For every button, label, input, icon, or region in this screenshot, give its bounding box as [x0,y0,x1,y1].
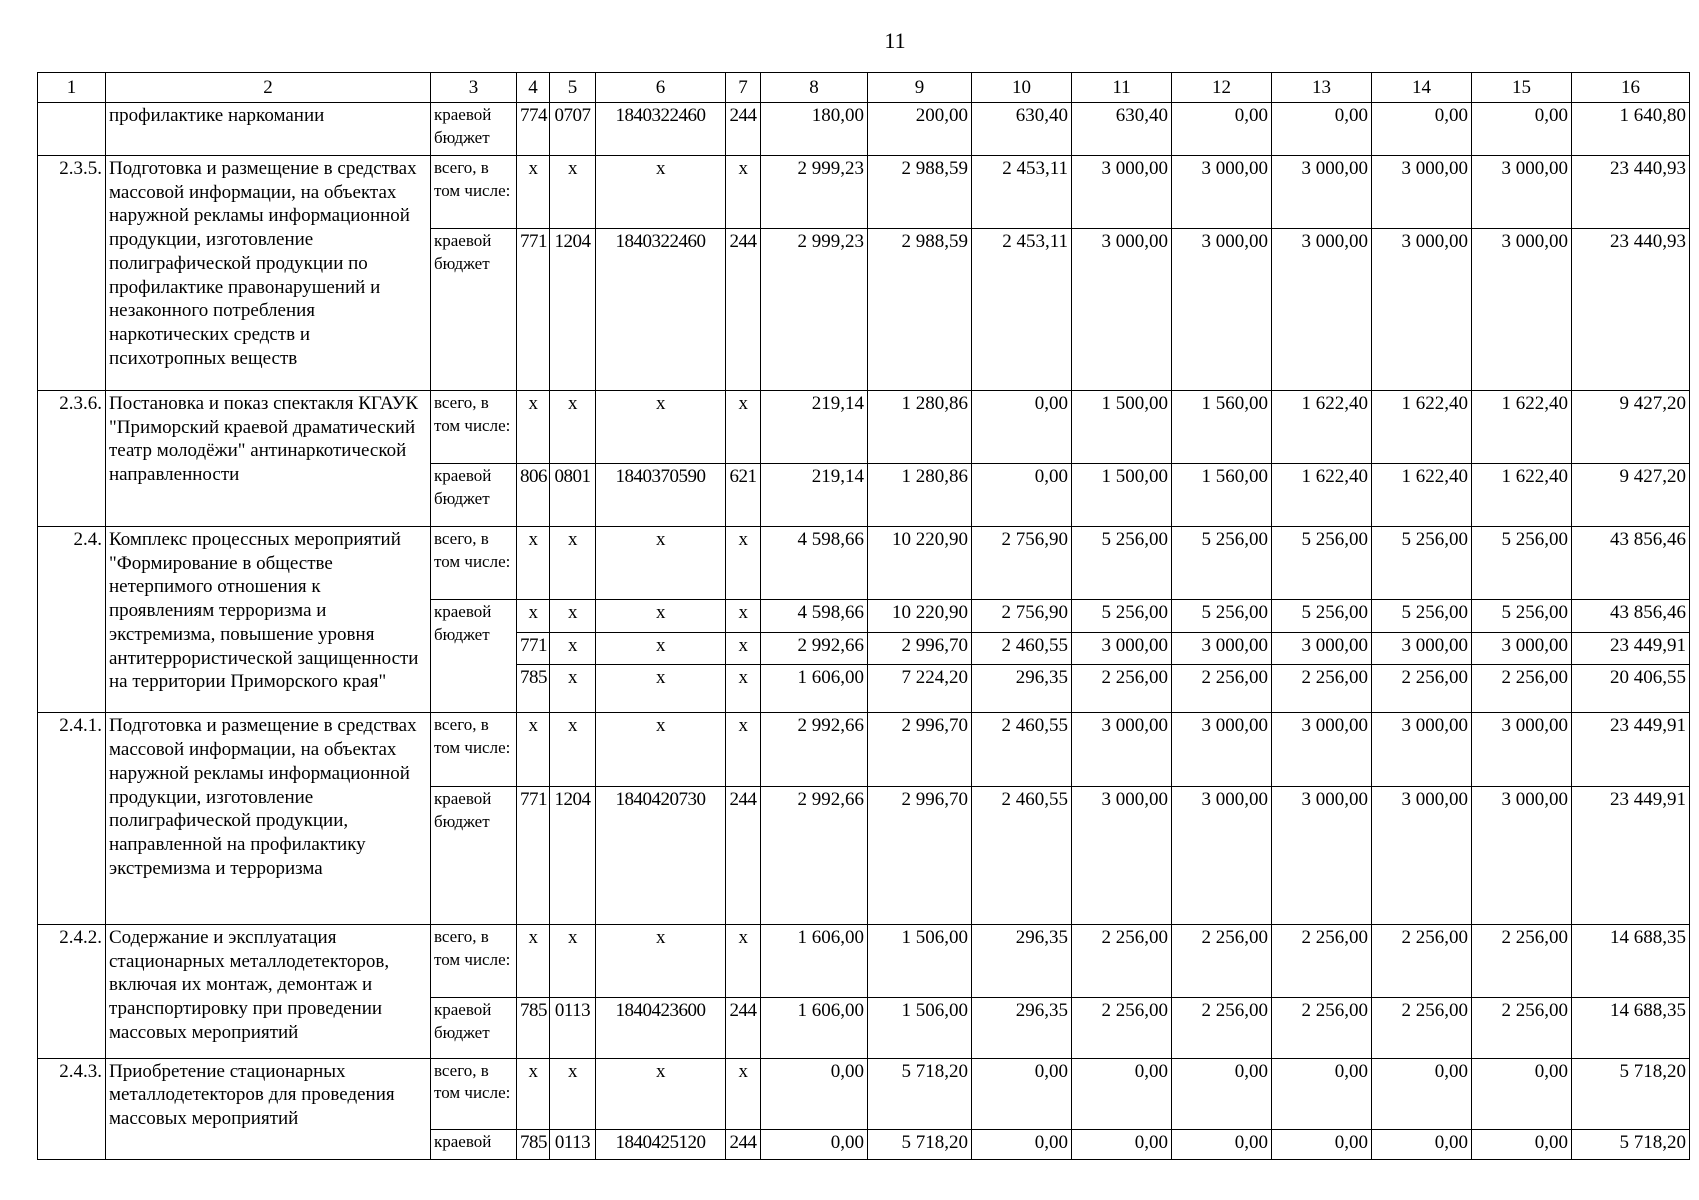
item-number-cell [38,103,106,156]
amount-cell: 2 256,00 [1372,664,1472,713]
amount-cell: 1 506,00 [868,998,972,1058]
amount-cell: 2 453,11 [972,155,1072,228]
table-body [38,73,1690,1160]
item-description-cell: Подготовка и размещение в средствах массовой информации, на объектах наружной рекламы информационной продукции, изготовление полиграфической продукции, направленной на профилактику экстремизма и терроризма [106,713,431,924]
page-number: 11 [884,28,906,53]
kbk-ministry-cell: 774 [517,103,550,156]
amount-cell: 1 622,40 [1272,464,1372,527]
kbk-ministry-cell: 771 [517,632,550,664]
kbk-ministry-cell: х [517,1058,550,1129]
amount-cell: 2 996,70 [868,713,972,786]
kbk-ministry-cell: 771 [517,786,550,924]
kbk-expense-type-cell: х [726,924,761,997]
column-header: 7 [726,73,761,103]
kbk-target-cell: 1840322460 [596,103,726,156]
kbk-expense-type-cell: х [726,664,761,713]
kbk-target-cell: х [596,664,726,713]
kbk-target-cell: х [596,924,726,997]
kbk-target-cell: х [596,600,726,632]
amount-cell: 14 688,35 [1572,998,1690,1058]
kbk-section-cell: 0707 [550,103,596,156]
table-row [38,924,1690,997]
amount-cell: 2 256,00 [1172,998,1272,1058]
kbk-ministry-cell: 785 [517,1129,550,1159]
amount-cell: 3 000,00 [1172,786,1272,924]
kbk-expense-type-cell: 621 [726,464,761,527]
amount-cell: 296,35 [972,924,1072,997]
amount-cell: 43 856,46 [1572,600,1690,632]
amount-cell: 0,00 [1172,103,1272,156]
amount-cell: 2 996,70 [868,786,972,924]
amount-cell: 5 256,00 [1072,526,1172,599]
column-header: 3 [431,73,517,103]
column-header: 10 [972,73,1072,103]
amount-cell: 0,00 [1372,103,1472,156]
kbk-ministry-cell: х [517,600,550,632]
column-header: 2 [106,73,431,103]
kbk-section-cell: 1204 [550,786,596,924]
table-row [38,103,1690,156]
kbk-target-cell: 1840420730 [596,786,726,924]
amount-cell: 180,00 [761,103,868,156]
amount-cell: 1 280,86 [868,464,972,527]
item-description-cell: Подготовка и размещение в средствах массовой информации, на объектах наружной рекламы информационной продукции, изготовление полиграфической продукции по профилактике правонарушений и незаконного потребления наркотических средств и психотропных веществ [106,155,431,390]
amount-cell: 3 000,00 [1072,229,1172,391]
kbk-target-cell: х [596,390,726,463]
amount-cell: 5 256,00 [1272,526,1372,599]
column-header: 11 [1072,73,1172,103]
amount-cell: 2 256,00 [1472,924,1572,997]
amount-cell: 43 856,46 [1572,526,1690,599]
amount-cell: 3 000,00 [1072,155,1172,228]
funding-source-cell: краевой бюджет [431,998,517,1058]
column-header: 6 [596,73,726,103]
kbk-expense-type-cell: х [726,713,761,786]
column-header: 1 [38,73,106,103]
amount-cell: 9 427,20 [1572,464,1690,527]
column-header: 12 [1172,73,1272,103]
amount-cell: 3 000,00 [1272,229,1372,391]
amount-cell: 0,00 [1172,1129,1272,1159]
amount-cell: 630,40 [1072,103,1172,156]
amount-cell: 630,40 [972,103,1072,156]
amount-cell: 20 406,55 [1572,664,1690,713]
amount-cell: 0,00 [1472,1058,1572,1129]
table-row [38,526,1690,599]
funding-source-cell: всего, в том числе: [431,526,517,599]
amount-cell: 1 622,40 [1372,390,1472,463]
amount-cell: 0,00 [1172,1058,1272,1129]
amount-cell: 2 992,66 [761,713,868,786]
amount-cell: 3 000,00 [1272,713,1372,786]
amount-cell: 23 449,91 [1572,632,1690,664]
amount-cell: 3 000,00 [1072,786,1172,924]
amount-cell: 296,35 [972,998,1072,1058]
amount-cell: 10 220,90 [868,600,972,632]
kbk-ministry-cell: 806 [517,464,550,527]
amount-cell: 5 256,00 [1372,526,1472,599]
funding-source-cell: краевой [431,1129,517,1159]
amount-cell: 2 256,00 [1072,998,1172,1058]
amount-cell: 5 256,00 [1372,600,1472,632]
amount-cell: 2 256,00 [1272,664,1372,713]
item-number-cell: 2.3.5. [38,155,106,390]
item-description-cell: Постановка и показ спектакля КГАУК "Приморский краевой драматический театр молодёжи" антинаркотической направленности [106,390,431,526]
amount-cell: 5 718,20 [868,1058,972,1129]
amount-cell: 23 440,93 [1572,155,1690,228]
funding-source-cell: краевой бюджет [431,600,517,713]
kbk-expense-type-cell: 244 [726,1129,761,1159]
column-header: 4 [517,73,550,103]
amount-cell: 3 000,00 [1472,155,1572,228]
column-header: 16 [1572,73,1690,103]
item-number-cell: 2.4.3. [38,1058,106,1160]
amount-cell: 3 000,00 [1472,632,1572,664]
funding-source-cell: краевой бюджет [431,103,517,156]
kbk-section-cell: х [550,600,596,632]
kbk-target-cell: х [596,1058,726,1129]
amount-cell: 2 453,11 [972,229,1072,391]
column-header: 13 [1272,73,1372,103]
amount-cell: 0,00 [761,1129,868,1159]
amount-cell: 1 622,40 [1372,464,1472,527]
kbk-target-cell: 1840370590 [596,464,726,527]
kbk-ministry-cell: х [517,924,550,997]
amount-cell: 23 449,91 [1572,713,1690,786]
amount-cell: 0,00 [972,390,1072,463]
amount-cell: 2 460,55 [972,713,1072,786]
funding-source-cell: всего, в том числе: [431,155,517,228]
kbk-ministry-cell: х [517,526,550,599]
amount-cell: 23 449,91 [1572,786,1690,924]
amount-cell: 0,00 [1272,1129,1372,1159]
kbk-expense-type-cell: х [726,1058,761,1129]
kbk-ministry-cell: х [517,155,550,228]
kbk-target-cell: х [596,713,726,786]
amount-cell: 5 718,20 [868,1129,972,1159]
amount-cell: 2 999,23 [761,229,868,391]
amount-cell: 4 598,66 [761,600,868,632]
amount-cell: 0,00 [1072,1058,1172,1129]
kbk-section-cell: х [550,390,596,463]
amount-cell: 2 256,00 [1272,924,1372,997]
amount-cell: 1 606,00 [761,998,868,1058]
amount-cell: 1 500,00 [1072,390,1172,463]
funding-source-cell: краевой бюджет [431,229,517,391]
amount-cell: 0,00 [1272,1058,1372,1129]
kbk-target-cell: 1840322460 [596,229,726,391]
amount-cell: 1 606,00 [761,924,868,997]
table-row [38,1058,1690,1129]
kbk-ministry-cell: х [517,713,550,786]
kbk-ministry-cell: х [517,390,550,463]
kbk-expense-type-cell: 244 [726,229,761,391]
kbk-section-cell: х [550,713,596,786]
amount-cell: 0,00 [1472,1129,1572,1159]
header-row [38,73,1690,103]
amount-cell: 200,00 [868,103,972,156]
amount-cell: 3 000,00 [1072,632,1172,664]
kbk-section-cell: х [550,632,596,664]
funding-source-cell: краевой бюджет [431,786,517,924]
amount-cell: 5 718,20 [1572,1058,1690,1129]
amount-cell: 2 996,70 [868,632,972,664]
amount-cell: 2 992,66 [761,786,868,924]
amount-cell: 1 280,86 [868,390,972,463]
amount-cell: 2 756,90 [972,600,1072,632]
kbk-target-cell: х [596,526,726,599]
funding-source-cell: всего, в том числе: [431,1058,517,1129]
column-header: 15 [1472,73,1572,103]
amount-cell: 9 427,20 [1572,390,1690,463]
amount-cell: 3 000,00 [1472,713,1572,786]
amount-cell: 2 460,55 [972,786,1072,924]
amount-cell: 2 256,00 [1072,924,1172,997]
amount-cell: 2 256,00 [1472,664,1572,713]
amount-cell: 2 256,00 [1072,664,1172,713]
kbk-ministry-cell: 785 [517,664,550,713]
amount-cell: 0,00 [1072,1129,1172,1159]
kbk-ministry-cell: 785 [517,998,550,1058]
item-number-cell: 2.3.6. [38,390,106,526]
amount-cell: 3 000,00 [1372,155,1472,228]
kbk-expense-type-cell: х [726,600,761,632]
amount-cell: 2 999,23 [761,155,868,228]
amount-cell: 5 256,00 [1072,600,1172,632]
amount-cell: 3 000,00 [1372,229,1472,391]
kbk-expense-type-cell: 244 [726,998,761,1058]
amount-cell: 2 256,00 [1372,998,1472,1058]
amount-cell: 219,14 [761,464,868,527]
kbk-expense-type-cell: х [726,155,761,228]
amount-cell: 296,35 [972,664,1072,713]
amount-cell: 3 000,00 [1072,713,1172,786]
kbk-section-cell: х [550,924,596,997]
amount-cell: 1 560,00 [1172,390,1272,463]
amount-cell: 3 000,00 [1372,786,1472,924]
kbk-section-cell: 1204 [550,229,596,391]
amount-cell: 5 256,00 [1272,600,1372,632]
amount-cell: 5 256,00 [1472,600,1572,632]
kbk-target-cell: 1840425120 [596,1129,726,1159]
item-number-cell: 2.4.1. [38,713,106,924]
funding-source-cell: краевой бюджет [431,464,517,527]
amount-cell: 0,00 [972,1058,1072,1129]
amount-cell: 2 992,66 [761,632,868,664]
column-header: 14 [1372,73,1472,103]
amount-cell: 2 988,59 [868,229,972,391]
amount-cell: 3 000,00 [1272,786,1372,924]
amount-cell: 2 460,55 [972,632,1072,664]
kbk-expense-type-cell: 244 [726,103,761,156]
kbk-section-cell: х [550,1058,596,1129]
amount-cell: 3 000,00 [1372,632,1472,664]
kbk-section-cell: х [550,155,596,228]
funding-source-cell: всего, в том числе: [431,390,517,463]
kbk-target-cell: х [596,155,726,228]
amount-cell: 1 506,00 [868,924,972,997]
kbk-section-cell: х [550,664,596,713]
amount-cell: 1 622,40 [1472,464,1572,527]
amount-cell: 3 000,00 [1172,229,1272,391]
column-header: 8 [761,73,868,103]
amount-cell: 2 256,00 [1372,924,1472,997]
amount-cell: 0,00 [1272,103,1372,156]
kbk-section-cell: 0113 [550,998,596,1058]
column-header: 9 [868,73,972,103]
amount-cell: 7 224,20 [868,664,972,713]
amount-cell: 1 560,00 [1172,464,1272,527]
kbk-expense-type-cell: х [726,390,761,463]
kbk-section-cell: х [550,526,596,599]
amount-cell: 3 000,00 [1472,786,1572,924]
column-header: 5 [550,73,596,103]
amount-cell: 14 688,35 [1572,924,1690,997]
amount-cell: 1 622,40 [1272,390,1372,463]
amount-cell: 2 756,90 [972,526,1072,599]
amount-cell: 0,00 [761,1058,868,1129]
amount-cell: 1 640,80 [1572,103,1690,156]
item-description-cell: Приобретение стационарных металлодетекторов для проведения массовых мероприятий [106,1058,431,1160]
kbk-expense-type-cell: х [726,632,761,664]
amount-cell: 0,00 [1472,103,1572,156]
kbk-section-cell: 0113 [550,1129,596,1159]
kbk-section-cell: 0801 [550,464,596,527]
item-number-cell: 2.4.2. [38,924,106,1058]
amount-cell: 5 256,00 [1472,526,1572,599]
amount-cell: 1 606,00 [761,664,868,713]
kbk-expense-type-cell: х [726,526,761,599]
kbk-expense-type-cell: 244 [726,786,761,924]
funding-source-cell: всего, в том числе: [431,924,517,997]
amount-cell: 2 256,00 [1172,664,1272,713]
kbk-target-cell: 1840423600 [596,998,726,1058]
item-description-cell: Комплекс процессных мероприятий "Формирование в обществе нетерпимого отношения к проявлениям терроризма и экстремизма, повышение уровня антитеррористической защищенности на территории Приморского края" [106,526,431,713]
amount-cell: 2 256,00 [1272,998,1372,1058]
budget-table [37,72,1690,1160]
amount-cell: 3 000,00 [1172,155,1272,228]
item-description-cell: профилактике наркомании [106,103,431,156]
amount-cell: 5 256,00 [1172,526,1272,599]
item-description-cell: Содержание и эксплуатация стационарных металлодетекторов, включая их монтаж, демонтаж и транспортировку при проведении массовых мероприятий [106,924,431,1058]
amount-cell: 2 256,00 [1472,998,1572,1058]
amount-cell: 3 000,00 [1172,713,1272,786]
amount-cell: 4 598,66 [761,526,868,599]
funding-source-cell: всего, в том числе: [431,713,517,786]
amount-cell: 5 256,00 [1172,600,1272,632]
amount-cell: 3 000,00 [1272,632,1372,664]
amount-cell: 0,00 [1372,1129,1472,1159]
amount-cell: 3 000,00 [1172,632,1272,664]
amount-cell: 3 000,00 [1372,713,1472,786]
item-number-cell: 2.4. [38,526,106,713]
amount-cell: 3 000,00 [1472,229,1572,391]
amount-cell: 5 718,20 [1572,1129,1690,1159]
kbk-ministry-cell: 771 [517,229,550,391]
table-row [38,155,1690,228]
amount-cell: 2 256,00 [1172,924,1272,997]
table-row [38,713,1690,786]
amount-cell: 1 622,40 [1472,390,1572,463]
table-row [38,390,1690,463]
amount-cell: 10 220,90 [868,526,972,599]
amount-cell: 23 440,93 [1572,229,1690,391]
kbk-target-cell: х [596,632,726,664]
amount-cell: 3 000,00 [1272,155,1372,228]
amount-cell: 2 988,59 [868,155,972,228]
amount-cell: 219,14 [761,390,868,463]
amount-cell: 1 500,00 [1072,464,1172,527]
amount-cell: 0,00 [972,464,1072,527]
amount-cell: 0,00 [972,1129,1072,1159]
amount-cell: 0,00 [1372,1058,1472,1129]
